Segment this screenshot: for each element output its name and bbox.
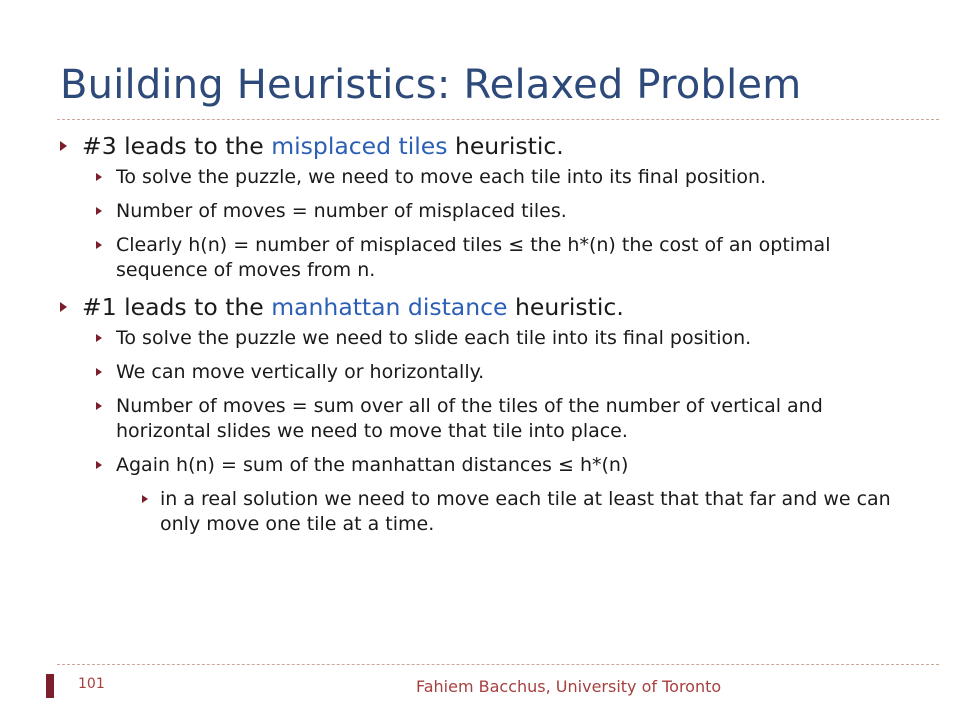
sub-bullet [88,453,912,478]
sub-bullet [88,326,912,351]
sub-bullet [88,233,912,283]
bullet-manhattan-distance [52,292,912,322]
bullet-arrow-icon [96,207,102,215]
bullet-arrow-icon [96,334,102,342]
sub-bullet-text: Number of moves = sum over all of the tiles of the number of vertical and horizontal slides we need to move that tile into place. [116,395,823,442]
sub-bullet-text: Number of moves = number of misplaced tiles. [116,200,567,222]
sub-bullet-text: Clearly h(n) = number of misplaced tiles ≤ the h*(n) the cost of an optimal sequence of moves from n. [116,234,831,281]
slide-content [52,131,912,543]
page-number: 101 [78,676,105,692]
footer-divider [57,664,939,665]
bullet-arrow-icon [96,241,102,249]
footer-accent-bar [46,674,54,698]
bullet-arrow-icon [96,402,102,410]
sub-sub-bullet-text: in a real solution we need to move each tile at least that that far and we can only move one tile at a time. [160,488,891,535]
sub-bullet-text: Again h(n) = sum of the manhattan distances ≤ h*(n) [116,454,629,476]
sub-bullet-text: To solve the puzzle we need to slide each tile into its final position. [116,327,752,349]
title-divider [57,119,939,120]
bullet-arrow-icon [60,302,67,312]
bullet-arrow-icon [96,368,102,376]
bullet-text-post: heuristic. [447,132,564,160]
sub-sub-bullet [132,487,912,537]
sub-bullet [88,165,912,190]
bullet-arrow-icon [142,495,148,503]
sub-bullet [88,360,912,385]
sub-bullet-text: To solve the puzzle, we need to move each tile into its final position. [116,166,767,188]
sub-bullet [88,394,912,444]
bullet-text-pre: #3 leads to the [82,132,272,160]
bullet-text-post: heuristic. [507,293,624,321]
bullet-text-pre: #1 leads to the [82,293,272,321]
bullet-arrow-icon [96,461,102,469]
sub-bullet-text: We can move vertically or horizontally. [116,361,485,383]
bullet-arrow-icon [60,141,67,151]
bullet-misplaced-tiles [52,131,912,161]
footer-author: Fahiem Bacchus, University of Toronto [416,677,722,696]
sub-bullet [88,199,912,224]
slide-title: Building Heuristics: Relaxed Problem [60,62,802,108]
bullet-arrow-icon [96,173,102,181]
highlight-misplaced-tiles: misplaced tiles [271,132,448,160]
highlight-manhattan-distance: manhattan distance [271,293,508,321]
